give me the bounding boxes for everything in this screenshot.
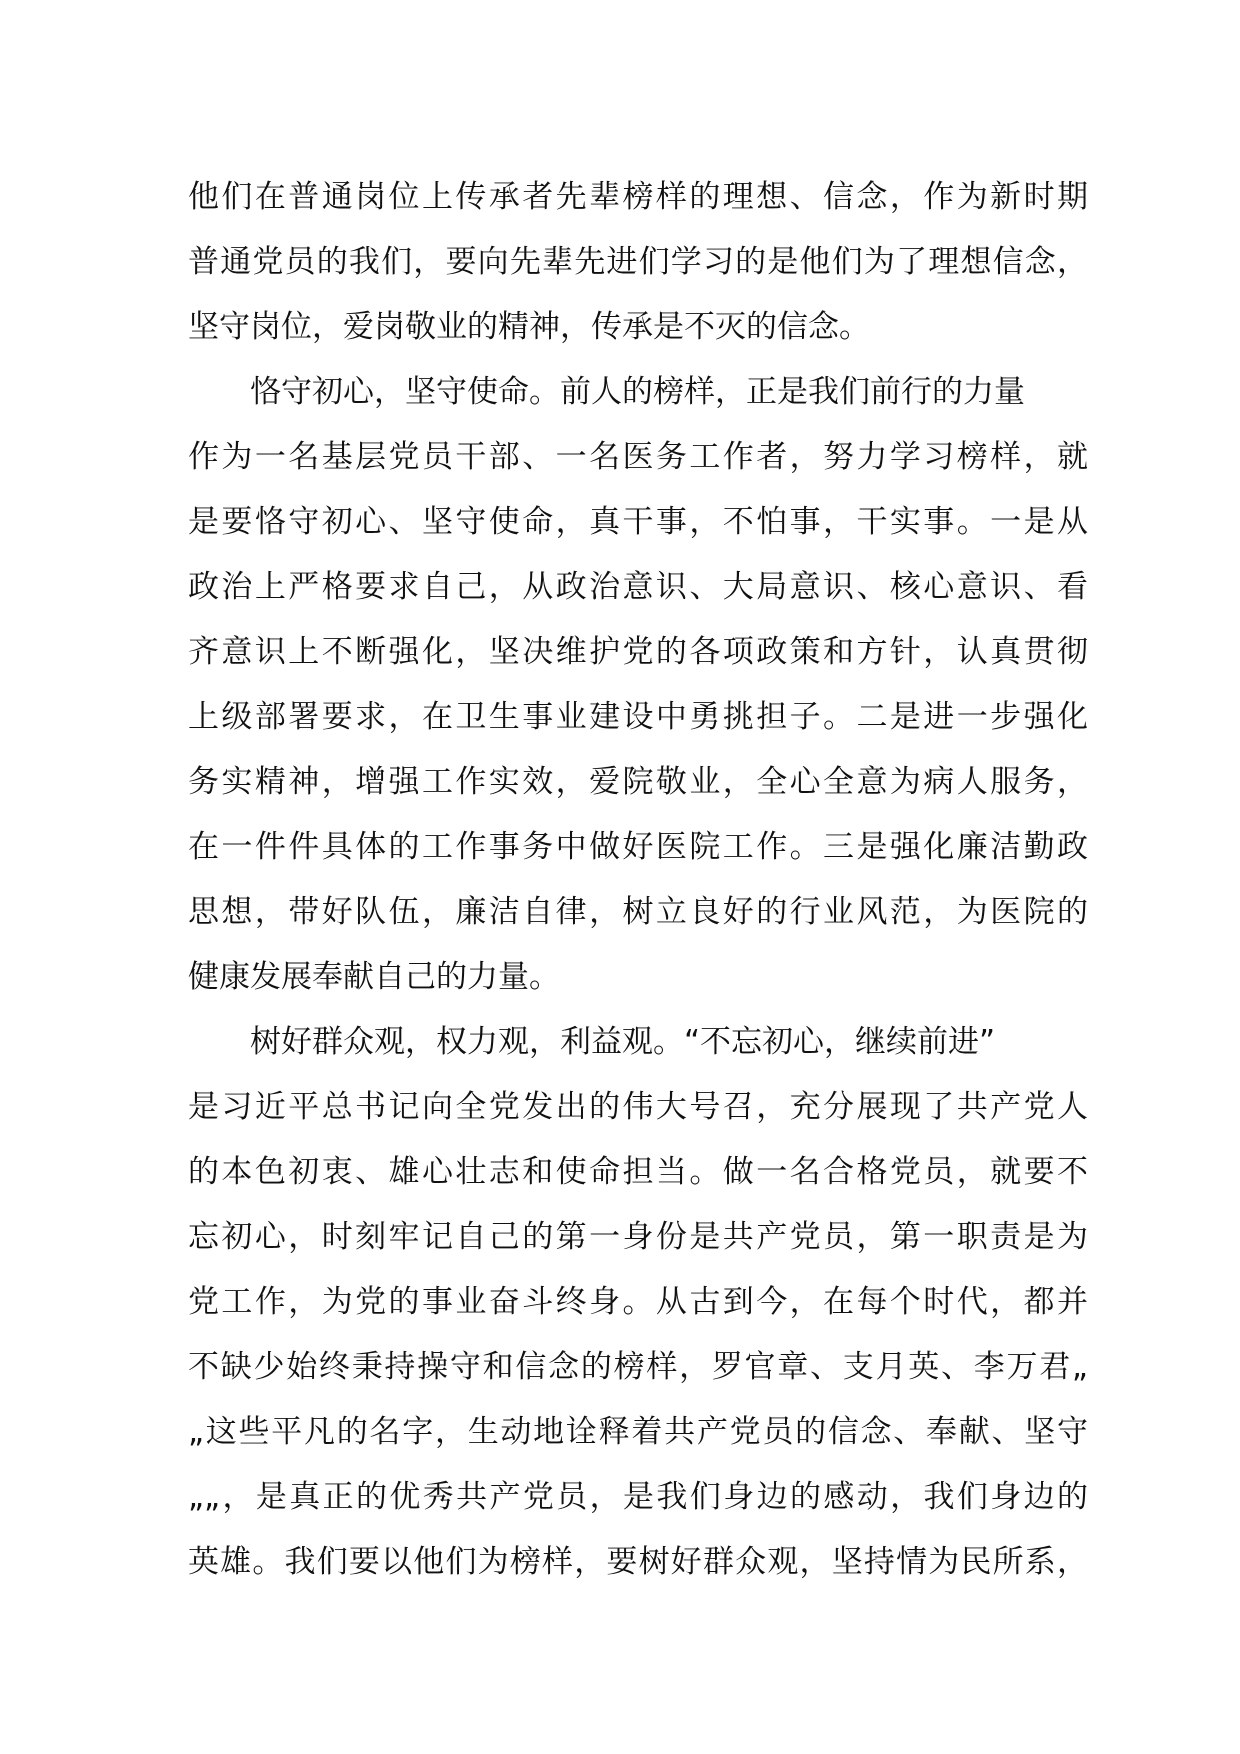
text-line: 思想，带好队伍，廉洁自律，树立良好的行业风范，为医院的 xyxy=(188,894,1088,930)
text-line: 忘初心，时刻牢记自己的第一身份是共产党员，第一职责是为 xyxy=(188,1219,1088,1255)
text-line: 英雄。我们要以他们为榜样，要树好群众观，坚持情为民所系， xyxy=(188,1544,1088,1580)
text-line: „这些平凡的名字，生动地诠释着共产党员的信念、奉献、坚守 xyxy=(188,1414,1088,1450)
text-line: 作为一名基层党员干部、一名医务工作者，努力学习榜样，就 xyxy=(188,439,1088,475)
text-line: 党工作，为党的事业奋斗终身。从古到今，在每个时代，都并 xyxy=(188,1284,1088,1320)
text-line: 在一件件具体的工作事务中做好医院工作。三是强化廉洁勤政 xyxy=(188,829,1088,865)
text-line: 齐意识上不断强化，坚决维护党的各项政策和方针，认真贯彻 xyxy=(188,634,1088,670)
text-line: 政治上严格要求自己，从政治意识、大局意识、核心意识、看 xyxy=(188,569,1088,605)
text-line: 坚守岗位，爱岗敬业的精神，传承是不灭的信念。 xyxy=(188,309,870,345)
text-line: 不缺少始终秉持操守和信念的榜样，罗官章、支月英、李万君„ xyxy=(188,1349,1088,1385)
text-line: 普通党员的我们，要向先辈先进们学习的是他们为了理想信念， xyxy=(188,244,1088,280)
text-line: 务实精神，增强工作实效，爱院敬业，全心全意为病人服务， xyxy=(188,764,1088,800)
text-line: 他们在普通岗位上传承者先辈榜样的理想、信念，作为新时期 xyxy=(188,179,1088,215)
paragraph-first-line: 树好群众观，权力观，利益观。“不忘初心，继续前进” xyxy=(250,1024,996,1060)
text-line: 是习近平总书记向全党发出的伟大号召，充分展现了共产党人 xyxy=(188,1089,1088,1125)
paragraph-first-line: 恪守初心，坚守使命。前人的榜样，正是我们前行的力量 xyxy=(250,374,1025,410)
text-line: „„，是真正的优秀共产党员，是我们身边的感动，我们身边的 xyxy=(188,1479,1088,1515)
text-line: 的本色初衷、雄心壮志和使命担当。做一名合格党员，就要不 xyxy=(188,1154,1088,1190)
text-line: 健康发展奉献自己的力量。 xyxy=(188,959,560,995)
text-line: 是要恪守初心、坚守使命，真干事，不怕事，干实事。一是从 xyxy=(188,504,1088,540)
text-line: 上级部署要求，在卫生事业建设中勇挑担子。二是进一步强化 xyxy=(188,699,1088,735)
document-body-text xyxy=(188,165,1088,1595)
